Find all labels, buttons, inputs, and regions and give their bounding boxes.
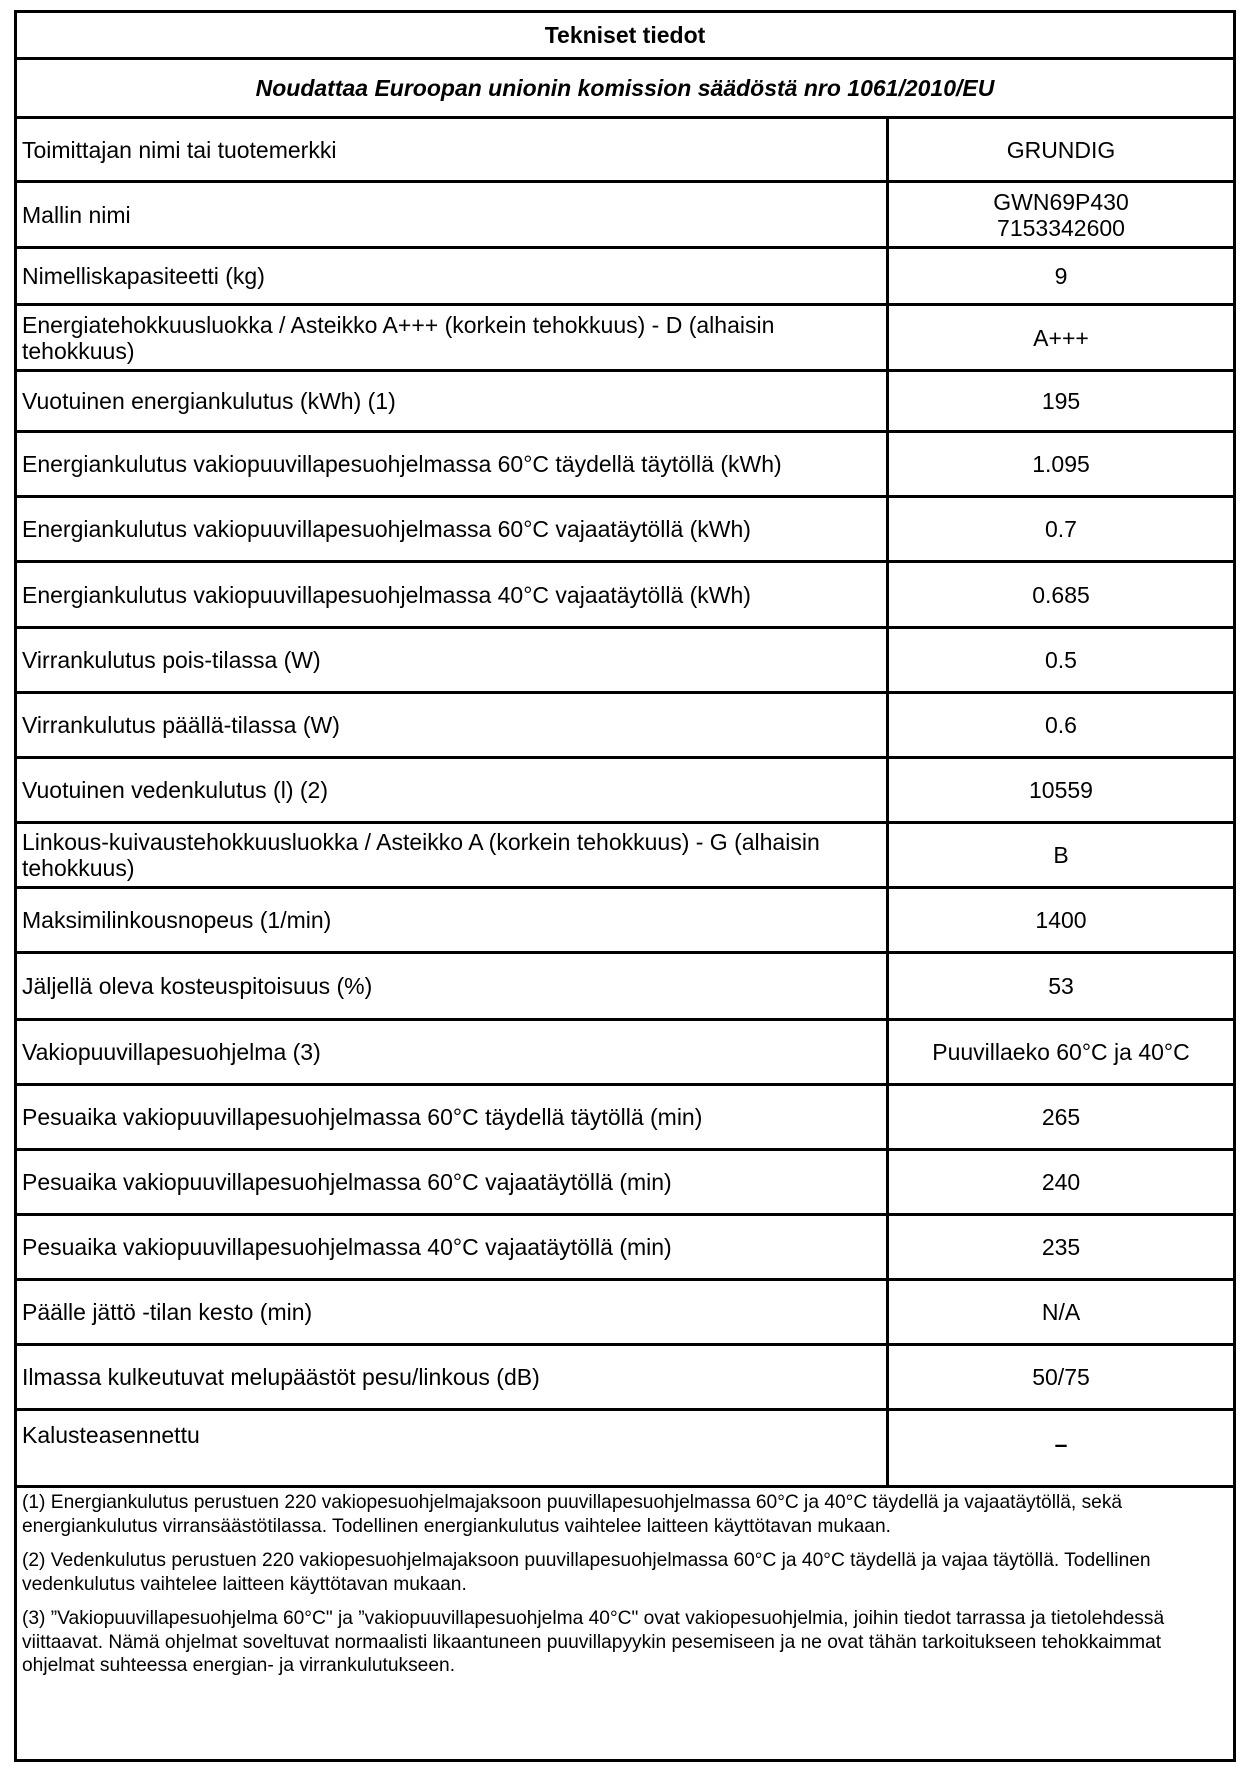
row-value-supplier: GRUNDIG [1006, 136, 1116, 163]
row-value-built-in: – [1054, 1431, 1068, 1457]
row-label-capacity: Nimelliskapasiteetti (kg) [22, 263, 265, 289]
row-value-time-60-full: 265 [1041, 1104, 1081, 1130]
row-value-energy-40-partial: 0.685 [1032, 581, 1090, 608]
technical-data-sheet [14, 10, 1236, 1762]
row-value-left-on-duration: N/A [1041, 1299, 1081, 1325]
row-value-energy-class: A+++ [1033, 324, 1089, 351]
row-value-moisture: 53 [1048, 973, 1074, 999]
row-label-annual-energy: Vuotuinen energiankulutus (kWh) (1) [22, 388, 396, 414]
row-value-model [889, 183, 1233, 246]
row-value-power-on: 0.6 [1045, 712, 1077, 738]
row-label-moisture: Jäljellä oleva kosteuspitoisuus (%) [22, 973, 373, 999]
row-label-time-40-partial: Pesuaika vakiopuuvillapesuohjelmassa 40°C vajaatäytöllä (min) [22, 1234, 672, 1260]
row-label-energy-60-full: Energiankulutus vakiopuuvillapesuohjelmassa 60°C täydellä täytöllä (kWh) [22, 451, 782, 477]
row-label-energy-40-partial: Energiankulutus vakiopuuvillapesuohjelmassa 40°C vajaatäytöllä (kWh) [22, 581, 751, 608]
row-value-time-60-partial: 240 [1041, 1169, 1081, 1195]
footnote-3: (3) ”Vakiopuuvillapesuohjelma 60°C" ja ”vakiopuuvillapesuohjelma 40°C" ovat vakiopesuohjelmia, joihin tiedot tarrassa ja tietolehdessä viittaavat. Nämä ohjelmat soveltuvat normaalisti likaantuneen puuvillapyykin pesemiseen ja ne ovat tähän tarkoitukseen tehokkaimmat ohjelmat suhteessa energian- ja virrankulutukseen. [22, 1608, 1165, 1676]
row-label-standard-program: Vakiopuuvillapesuohjelma (3) [22, 1039, 321, 1065]
footnote-2: (2) Vedenkulutus perustuen 220 vakiopesuohjelmajaksoon puuvillapesuohjelmassa 60°C ja 40°C täydellä ja vajaa täytöllä. Todellinen vedenkulutus vaihtelee laitteen käyttötavan mukaan. [22, 1550, 1151, 1595]
row-label-model: Mallin nimi [22, 201, 131, 228]
row-value-annual-energy: 195 [1041, 388, 1081, 414]
row-label-built-in: Kalusteasennettu [22, 1422, 200, 1448]
row-label-time-60-partial: Pesuaika vakiopuuvillapesuohjelmassa 60°C vajaatäytöllä (min) [22, 1169, 672, 1195]
row-value-energy-60-full: 1.095 [1032, 451, 1090, 477]
row-value-time-40-partial: 235 [1041, 1234, 1081, 1260]
footnotes [22, 1491, 1225, 1689]
model-name: GWN69P430 [993, 188, 1129, 215]
regulation-subtitle: Noudattaa Euroopan unionin komission säädöstä nro 1061/2010/EU [255, 75, 995, 101]
row-value-energy-60-partial: 0.7 [1045, 516, 1077, 542]
row-value-power-off: 0.5 [1045, 647, 1077, 673]
row-label-energy-60-partial: Energiankulutus vakiopuuvillapesuohjelmassa 60°C vajaatäytöllä (kWh) [22, 516, 751, 542]
row-value-noise: 50/75 [1032, 1364, 1090, 1390]
row-value-standard-program: Puuvillaeko 60°C ja 40°C [932, 1039, 1190, 1065]
row-label-left-on-duration: Päälle jättö -tilan kesto (min) [22, 1299, 313, 1325]
sheet-title: Tekniset tiedot [544, 22, 706, 48]
row-value-annual-water: 10559 [1029, 777, 1093, 803]
row-value-spin-class: B [1053, 842, 1069, 868]
row-label-power-off: Virrankulutus pois-tilassa (W) [22, 647, 321, 673]
row-label-noise: Ilmassa kulkeutuvat melupäästöt pesu/linkous (dB) [22, 1364, 540, 1390]
row-label-spin-class: Linkous-kuivaustehokkuusluokka / Asteikko A (korkein tehokkuus) - G (alhaisin tehokkuus) [22, 829, 820, 881]
row-label-supplier: Toimittajan nimi tai tuotemerkki [22, 136, 337, 163]
row-label-time-60-full: Pesuaika vakiopuuvillapesuohjelmassa 60°C täydellä täytöllä (min) [22, 1104, 703, 1130]
row-value-max-spin: 1400 [1035, 907, 1087, 933]
footnote-1: (1) Energiankulutus perustuen 220 vakiopesuohjelmajaksoon puuvillapesuohjelmassa 60°C ja 40°C täydellä ja vajaatäytöllä, sekä energiankulutus virransäästötilassa. Todellinen energiankulutus vaihtelee laitteen käyttötavan mukaan. [22, 1492, 1123, 1537]
row-label-annual-water: Vuotuinen vedenkulutus (l) (2) [22, 777, 328, 803]
row-label-power-on: Virrankulutus päällä-tilassa (W) [22, 712, 340, 738]
row-label-max-spin: Maksimilinkousnopeus (1/min) [22, 907, 332, 933]
model-code: 7153342600 [997, 214, 1125, 241]
row-label-energy-class: Energiatehokkuusluokka / Asteikko A+++ (korkein tehokkuus) - D (alhaisin tehokkuus) [22, 311, 775, 364]
row-value-capacity: 9 [1054, 263, 1068, 289]
row-divider [17, 1485, 1233, 1488]
